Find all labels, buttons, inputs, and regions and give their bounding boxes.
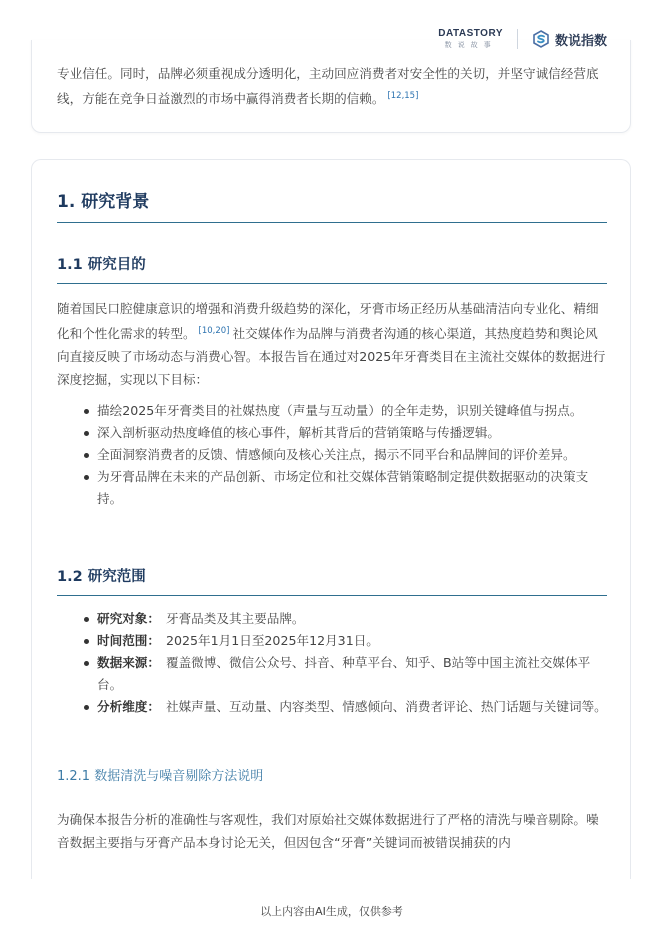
ai-disclaimer: 以上内容由AI生成，仅供参考 bbox=[260, 905, 403, 918]
list-item bbox=[57, 608, 612, 630]
list-item: 描绘2025年牙膏类目的社媒热度（声量与互动量）的全年走势，识别关键峰值与拐点。 bbox=[57, 400, 612, 422]
subsubsection-title-cleaning: 1.2.1 数据清洗与噪音剔除方法说明 bbox=[57, 769, 264, 784]
cleaning-paragraph: 为确保本报告分析的准确性与客观性，我们对原始社交媒体数据进行了严格的清洗与噪音剔除。噪音数据主要指与牙膏产品本身讨论无关，但因包含“牙膏”关键词而被错误捕获的内 bbox=[57, 812, 599, 850]
scope-value: 覆盖微博、微信公众号、抖音、种草平台、知乎、B站等中国主流社交媒体平台。 bbox=[97, 655, 591, 692]
brand-name: 数说指数 bbox=[554, 33, 607, 49]
scope-label: 时间范围： bbox=[97, 633, 160, 648]
subsection-title-purpose: 1.1 研究目的 bbox=[57, 253, 607, 284]
intro-text: 专业信任。同时，品牌必须重视成分透明化，主动回应消费者对安全性的关切，并坚守诚信经营底线，方能在竞争日益激烈的市场中赢得消费者长期的信赖。 bbox=[57, 66, 599, 107]
subsection-title-scope: 1.2 研究范围 bbox=[57, 565, 607, 596]
list-item: 深入剖析驱动热度峰值的核心事件，解析其背后的营销策略与传播逻辑。 bbox=[57, 422, 612, 444]
purpose-text-b: 社交媒体作为品牌与消费者沟通的核心渠道，其热度趋势和舆论风向直接反映了市场动态与消费心智。本报告旨在通过对2025年牙膏类目在主流社交媒体的数据进行深度挖掘，实现以下目标： bbox=[57, 326, 606, 388]
purpose-paragraph bbox=[57, 297, 607, 391]
scope-list bbox=[57, 608, 612, 718]
datastory-logo-en: DATASTORY bbox=[438, 28, 503, 39]
intro-paragraph bbox=[57, 62, 612, 110]
section-title: 1. 研究背景 bbox=[57, 187, 607, 223]
datastory-logo-cn: 数说故事 bbox=[444, 41, 497, 49]
list-item bbox=[57, 630, 612, 652]
previous-section-card bbox=[31, 40, 631, 133]
purpose-text-a: 随着国民口腔健康意识的增强和消费升级趋势的深化，牙膏市场正经历从基础清洁向专业化、精细化和个性化需求的转型。 bbox=[57, 301, 599, 342]
scope-label: 研究对象： bbox=[97, 611, 160, 626]
research-background-card bbox=[31, 159, 631, 879]
intro-citation[interactable]: [12,15] bbox=[387, 91, 419, 101]
scope-value: 社媒声量、互动量、内容类型、情感倾向、消费者评论、热门话题与关键词等。 bbox=[165, 699, 607, 714]
list-item: 全面洞察消费者的反馈、情感倾向及核心关注点，揭示不同平台和品牌间的评价差异。 bbox=[57, 444, 612, 466]
list-item bbox=[57, 696, 612, 718]
scope-value: 牙膏品类及其主要品牌。 bbox=[165, 611, 305, 626]
list-item: 为牙膏品牌在未来的产品创新、市场定位和社交媒体营销策略制定提供数据驱动的决策支持。 bbox=[57, 466, 612, 510]
scope-label: 分析维度： bbox=[97, 699, 160, 714]
scope-label: 数据来源： bbox=[97, 655, 160, 670]
list-item bbox=[57, 652, 612, 696]
purpose-list bbox=[57, 400, 612, 510]
scope-value: 2025年1月1日至2025年12月31日。 bbox=[165, 633, 379, 648]
purpose-citation[interactable]: [10,20] bbox=[198, 326, 230, 336]
